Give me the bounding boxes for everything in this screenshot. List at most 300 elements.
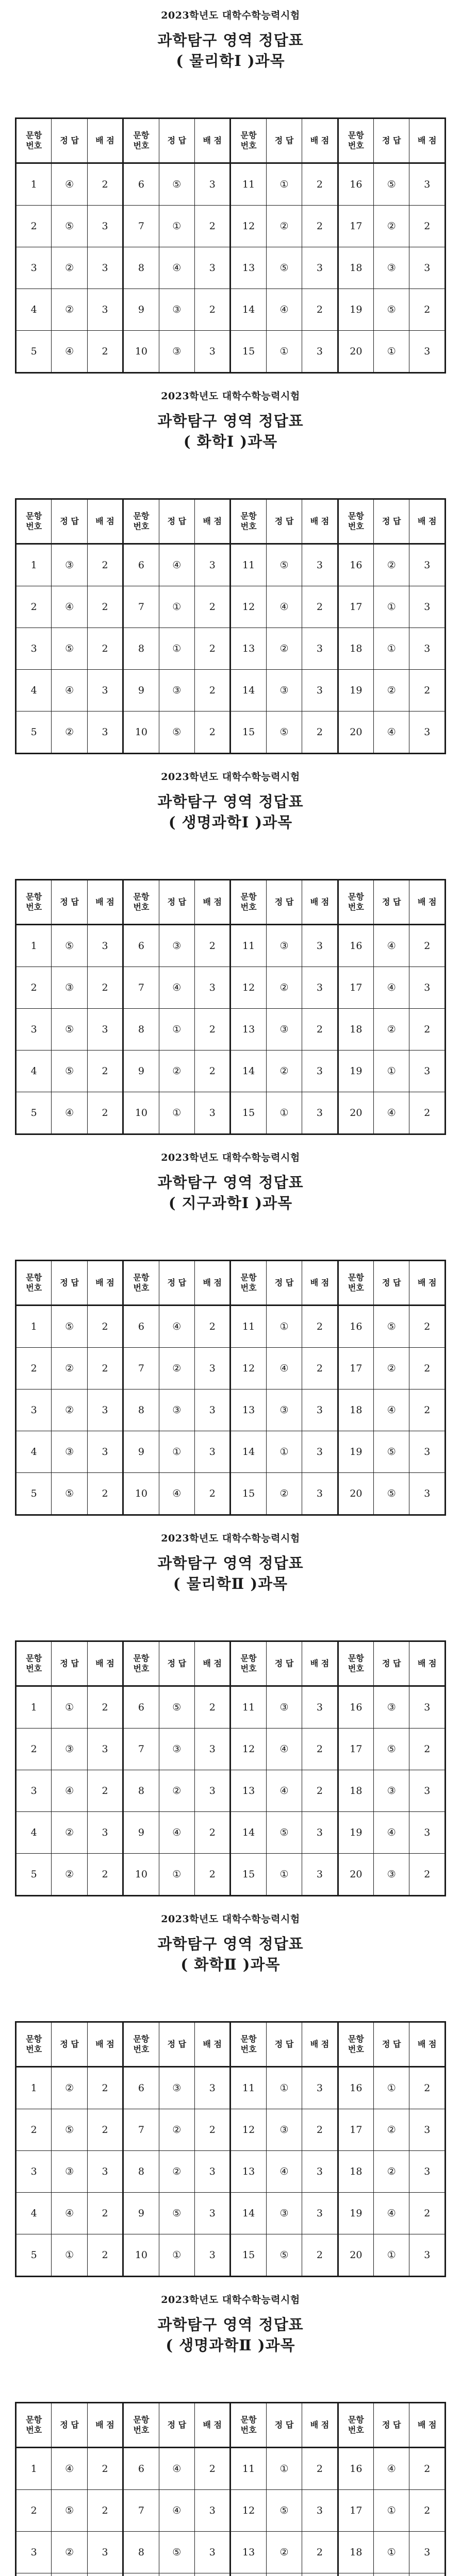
subject-header (0, 1531, 461, 1594)
question-number: 1 (16, 163, 52, 206)
header-score: 배 점 (195, 880, 230, 925)
table-header-row (16, 118, 446, 163)
question-number: 13 (230, 247, 266, 289)
score-value: 2 (409, 2193, 446, 2234)
question-number: 7 (123, 1348, 159, 1389)
score-value: 3 (195, 967, 230, 1009)
question-number: 17 (338, 967, 373, 1009)
answer-mark: ① (266, 1306, 302, 1348)
question-number: 8 (123, 247, 159, 289)
score-value: 3 (87, 2532, 123, 2573)
score-value: 2 (302, 2234, 338, 2277)
score-value: 2 (409, 670, 446, 711)
table-row (16, 1092, 446, 1134)
question-number: 5 (16, 331, 52, 373)
answer-mark: ⑤ (266, 2490, 302, 2532)
subject-header (0, 1912, 461, 1975)
question-number: 2 (16, 1728, 52, 1770)
header-question-no: 문항 번호 (338, 1261, 373, 1306)
score-value: 2 (195, 1050, 230, 1092)
score-value: 2 (87, 1770, 123, 1812)
answer-mark (52, 2573, 87, 2576)
header-score: 배 점 (87, 118, 123, 163)
answer-mark: ⑤ (52, 1009, 87, 1050)
score-value: 2 (409, 1854, 446, 1896)
table-row (16, 1812, 446, 1854)
score-value: 3 (302, 1473, 338, 1515)
question-number: 13 (230, 1770, 266, 1812)
answer-mark: ⑤ (266, 544, 302, 586)
answer-mark: ④ (52, 2448, 87, 2490)
score-value: 2 (409, 925, 446, 967)
subject-title: ( 물리학Ⅰ )과목 (176, 52, 285, 70)
header-question-no: 문항 번호 (16, 499, 52, 544)
header-answer: 정 답 (52, 880, 87, 925)
question-number: 18 (338, 1770, 373, 1812)
score-value: 2 (87, 1348, 123, 1389)
question-number: 11 (230, 925, 266, 967)
score-value: 2 (409, 1348, 446, 1389)
header-score: 배 점 (409, 499, 446, 544)
header-score: 배 점 (302, 1261, 338, 1306)
header-score: 배 점 (409, 118, 446, 163)
answer-mark: ④ (159, 2490, 194, 2532)
header-question-no: 문항 번호 (16, 1641, 52, 1686)
answer-mark: ③ (266, 1009, 302, 1050)
answer-mark: ② (374, 544, 409, 586)
score-value: 3 (409, 711, 446, 754)
answer-mark: ② (52, 2532, 87, 2573)
question-number: 11 (230, 163, 266, 206)
question-number: 7 (123, 586, 159, 628)
question-number: 5 (16, 711, 52, 754)
question-number: 10 (123, 2234, 159, 2277)
score-value: 3 (409, 2151, 446, 2193)
answer-mark: ① (266, 163, 302, 206)
header-answer: 정 답 (159, 2403, 194, 2448)
question-number: 10 (123, 711, 159, 754)
question-number: 18 (338, 2532, 373, 2573)
header-score: 배 점 (195, 118, 230, 163)
answer-mark: ⑤ (374, 163, 409, 206)
question-number: 8 (123, 2532, 159, 2573)
score-value: 3 (195, 2532, 230, 2573)
answer-mark: ① (374, 2067, 409, 2109)
table-row (16, 2532, 446, 2573)
header-question-no: 문항 번호 (16, 118, 52, 163)
answer-mark: ② (266, 628, 302, 670)
answer-mark: ③ (52, 2151, 87, 2193)
question-number: 14 (230, 2193, 266, 2234)
header-question-no: 문항 번호 (123, 499, 159, 544)
answer-mark: ③ (266, 670, 302, 711)
answer-table (15, 2021, 446, 2277)
question-number: 9 (123, 1050, 159, 1092)
answer-mark: ④ (374, 1812, 409, 1854)
question-number: 2 (16, 1348, 52, 1389)
score-value: 3 (409, 544, 446, 586)
question-number: 3 (16, 1389, 52, 1431)
score-value: 2 (302, 2109, 338, 2151)
score-value: 3 (195, 1092, 230, 1134)
answer-mark: ⑤ (159, 2193, 194, 2234)
score-value: 2 (302, 711, 338, 754)
question-number: 3 (16, 2151, 52, 2193)
score-value: 3 (195, 1431, 230, 1473)
score-value: 3 (409, 247, 446, 289)
answer-mark: ④ (374, 967, 409, 1009)
header-score: 배 점 (87, 1261, 123, 1306)
header-answer: 정 답 (52, 2022, 87, 2067)
subject-title: ( 화학Ⅰ )과목 (183, 433, 278, 450)
answer-mark: ④ (52, 331, 87, 373)
answer-mark: ② (159, 2109, 194, 2151)
score-value: 3 (87, 1728, 123, 1770)
question-number: 19 (338, 289, 373, 331)
score-value (302, 2573, 338, 2576)
question-number: 12 (230, 2109, 266, 2151)
question-number: 4 (16, 2193, 52, 2234)
question-number: 10 (123, 1092, 159, 1134)
score-value: 3 (302, 1812, 338, 1854)
answer-mark: ⑤ (374, 1473, 409, 1515)
answer-table (15, 117, 446, 374)
header-score: 배 점 (87, 1641, 123, 1686)
header-answer: 정 답 (159, 118, 194, 163)
score-value: 2 (195, 2448, 230, 2490)
answer-mark: ⑤ (52, 206, 87, 247)
score-value: 2 (87, 2448, 123, 2490)
question-number: 20 (338, 1092, 373, 1134)
answer-mark: ④ (159, 2448, 194, 2490)
question-number: 9 (123, 289, 159, 331)
question-number: 15 (230, 1092, 266, 1134)
question-number: 14 (230, 289, 266, 331)
header-score: 배 점 (302, 499, 338, 544)
answer-mark: ① (159, 586, 194, 628)
question-number (338, 2573, 373, 2576)
answer-mark: ③ (52, 544, 87, 586)
answer-mark: ② (374, 206, 409, 247)
score-value: 3 (302, 2151, 338, 2193)
answer-mark: ④ (266, 1348, 302, 1389)
score-value: 2 (87, 2490, 123, 2532)
subject-title: ( 생명과학Ⅰ )과목 (168, 814, 293, 831)
table-row (16, 1854, 446, 1896)
score-value: 2 (87, 1686, 123, 1728)
answer-mark: ⑤ (159, 1686, 194, 1728)
score-value: 3 (87, 1431, 123, 1473)
question-number: 17 (338, 206, 373, 247)
subject-block (0, 389, 461, 738)
answer-mark: ① (266, 2067, 302, 2109)
table-row (16, 544, 446, 586)
answer-mark: ① (374, 2532, 409, 2573)
header-answer: 정 답 (374, 880, 409, 925)
table-header-row (16, 499, 446, 544)
answer-mark: ① (159, 206, 194, 247)
section-title: 과학탐구 영역 정답표 (157, 793, 304, 810)
score-value: 3 (302, 1050, 338, 1092)
table-row (16, 2109, 446, 2151)
table-row (16, 628, 446, 670)
answer-mark: ② (374, 2109, 409, 2151)
score-value: 3 (302, 1092, 338, 1134)
answer-mark: ③ (374, 1854, 409, 1896)
exam-name: 2023학년도 대학수학능력시험 (161, 1913, 300, 1925)
score-value: 2 (87, 2234, 123, 2277)
answer-mark: ① (266, 2448, 302, 2490)
score-value: 3 (302, 1854, 338, 1896)
question-number: 19 (338, 2193, 373, 2234)
score-value: 3 (302, 967, 338, 1009)
subject-title: ( 지구과학Ⅰ )과목 (168, 1194, 293, 1212)
question-number: 15 (230, 331, 266, 373)
score-value: 3 (87, 925, 123, 967)
header-question-no: 문항 번호 (123, 2022, 159, 2067)
answer-mark: ② (52, 1854, 87, 1896)
header-question-no: 문항 번호 (338, 118, 373, 163)
subject-title: ( 생명과학Ⅱ )과목 (166, 2336, 295, 2354)
question-number: 19 (338, 670, 373, 711)
score-value: 2 (409, 1092, 446, 1134)
answer-mark: ③ (266, 2109, 302, 2151)
subject-block (0, 2293, 461, 2558)
table-row (16, 1009, 446, 1050)
question-number: 9 (123, 670, 159, 711)
score-value: 3 (409, 1431, 446, 1473)
answer-mark: ④ (374, 2193, 409, 2234)
question-number: 3 (16, 628, 52, 670)
score-value: 3 (195, 2067, 230, 2109)
answer-mark: ① (52, 1686, 87, 1728)
question-number: 7 (123, 2109, 159, 2151)
score-value: 2 (302, 289, 338, 331)
header-question-no: 문항 번호 (338, 1641, 373, 1686)
question-number: 18 (338, 247, 373, 289)
answer-mark: ① (266, 1854, 302, 1896)
answer-mark: ① (374, 331, 409, 373)
score-value: 2 (302, 1348, 338, 1389)
question-number: 4 (16, 289, 52, 331)
score-value: 3 (195, 2490, 230, 2532)
header-answer: 정 답 (266, 1261, 302, 1306)
question-number: 6 (123, 1686, 159, 1728)
answer-mark: ④ (266, 2151, 302, 2193)
answer-mark: ⑤ (159, 163, 194, 206)
subject-title: ( 화학Ⅱ )과목 (180, 1956, 281, 1973)
question-number: 8 (123, 628, 159, 670)
question-number (230, 2573, 266, 2576)
answer-mark: ② (266, 1050, 302, 1092)
header-question-no: 문항 번호 (123, 118, 159, 163)
answer-mark: ④ (159, 967, 194, 1009)
question-number: 10 (123, 1854, 159, 1896)
answer-mark: ⑤ (159, 711, 194, 754)
question-number: 4 (16, 1431, 52, 1473)
question-number: 12 (230, 967, 266, 1009)
question-number: 15 (230, 1854, 266, 1896)
question-number: 7 (123, 2490, 159, 2532)
score-value: 3 (87, 247, 123, 289)
answer-mark: ⑤ (266, 711, 302, 754)
subject-block (0, 8, 461, 357)
answer-mark: ③ (159, 1728, 194, 1770)
answer-table (15, 879, 446, 1135)
question-number: 15 (230, 1473, 266, 1515)
header-answer: 정 답 (159, 1261, 194, 1306)
score-value: 3 (302, 628, 338, 670)
score-value: 3 (409, 163, 446, 206)
header-answer: 정 답 (266, 499, 302, 544)
header-score: 배 점 (195, 1641, 230, 1686)
score-value: 2 (409, 1306, 446, 1348)
score-value: 2 (87, 331, 123, 373)
answer-mark: ③ (266, 1686, 302, 1728)
question-number: 13 (230, 2532, 266, 2573)
question-number: 3 (16, 1009, 52, 1050)
header-score: 배 점 (409, 2022, 446, 2067)
answer-mark: ② (266, 2532, 302, 2573)
subject-header (0, 8, 461, 71)
question-number: 7 (123, 967, 159, 1009)
question-number: 2 (16, 206, 52, 247)
answer-mark: ⑤ (266, 2234, 302, 2277)
answer-mark: ② (52, 1812, 87, 1854)
table-row (16, 206, 446, 247)
header-answer: 정 답 (266, 118, 302, 163)
question-number: 13 (230, 628, 266, 670)
header-answer: 정 답 (159, 499, 194, 544)
question-number: 6 (123, 2448, 159, 2490)
score-value (195, 2573, 230, 2576)
score-value: 3 (87, 1389, 123, 1431)
score-value: 2 (87, 1854, 123, 1896)
question-number: 4 (16, 1050, 52, 1092)
answer-mark: ⑤ (52, 628, 87, 670)
score-value: 2 (409, 289, 446, 331)
table-row (16, 1389, 446, 1431)
score-value: 2 (302, 1770, 338, 1812)
answer-mark: ④ (52, 163, 87, 206)
question-number: 1 (16, 544, 52, 586)
question-number: 10 (123, 1473, 159, 1515)
question-number: 7 (123, 1728, 159, 1770)
table-row (16, 925, 446, 967)
score-value: 2 (195, 925, 230, 967)
question-number: 6 (123, 1306, 159, 1348)
section-title: 과학탐구 영역 정답표 (157, 1935, 304, 1953)
score-value: 3 (195, 1348, 230, 1389)
answer-mark: ③ (266, 2193, 302, 2234)
header-answer: 정 답 (266, 2403, 302, 2448)
score-value: 2 (409, 206, 446, 247)
question-number: 16 (338, 2067, 373, 2109)
header-score: 배 점 (302, 2022, 338, 2067)
table-header-row (16, 1261, 446, 1306)
answer-mark: ① (374, 628, 409, 670)
header-answer: 정 답 (52, 1641, 87, 1686)
question-number: 4 (16, 1812, 52, 1854)
question-number: 11 (230, 1306, 266, 1348)
header-question-no: 문항 번호 (338, 2403, 373, 2448)
score-value: 3 (409, 1770, 446, 1812)
question-number: 20 (338, 1854, 373, 1896)
score-value: 2 (87, 967, 123, 1009)
answer-mark: ① (374, 2490, 409, 2532)
score-value: 3 (195, 163, 230, 206)
header-score: 배 점 (409, 2403, 446, 2448)
table-row (16, 2573, 446, 2576)
answer-mark: ③ (374, 247, 409, 289)
table-row (16, 1050, 446, 1092)
score-value: 3 (409, 2234, 446, 2277)
question-number: 1 (16, 1686, 52, 1728)
section-title: 과학탐구 영역 정답표 (157, 31, 304, 49)
header-answer: 정 답 (52, 1261, 87, 1306)
header-score: 배 점 (195, 2403, 230, 2448)
score-value: 2 (302, 1728, 338, 1770)
exam-name: 2023학년도 대학수학능력시험 (161, 1152, 300, 1163)
score-value: 3 (87, 2151, 123, 2193)
answer-mark: ⑤ (374, 1728, 409, 1770)
table-row (16, 1306, 446, 1348)
answer-mark: ③ (52, 1728, 87, 1770)
answer-mark: ③ (159, 1389, 194, 1431)
score-value: 3 (195, 2193, 230, 2234)
header-answer: 정 답 (266, 1641, 302, 1686)
answer-mark: ② (52, 1348, 87, 1389)
answer-mark: ① (374, 1050, 409, 1092)
score-value: 2 (87, 163, 123, 206)
answer-mark: ① (159, 1431, 194, 1473)
answer-mark: ① (266, 331, 302, 373)
answer-mark: ⑤ (266, 247, 302, 289)
score-value: 2 (195, 1854, 230, 1896)
question-number: 8 (123, 1770, 159, 1812)
table-row (16, 1728, 446, 1770)
header-question-no: 문항 번호 (123, 1641, 159, 1686)
answer-mark: ② (52, 247, 87, 289)
table-header-row (16, 880, 446, 925)
question-number: 10 (123, 331, 159, 373)
question-number: 5 (16, 1092, 52, 1134)
score-value: 3 (409, 1473, 446, 1515)
answer-mark: ③ (159, 289, 194, 331)
answer-mark: ① (159, 2234, 194, 2277)
subject-block (0, 770, 461, 1118)
answer-mark: ② (159, 1770, 194, 1812)
header-score: 배 점 (87, 2022, 123, 2067)
header-score: 배 점 (87, 2403, 123, 2448)
question-number: 16 (338, 2448, 373, 2490)
score-value: 3 (409, 1050, 446, 1092)
header-question-no: 문항 번호 (338, 880, 373, 925)
exam-name: 2023학년도 대학수학능력시험 (161, 10, 300, 21)
question-number: 16 (338, 1306, 373, 1348)
question-number: 12 (230, 206, 266, 247)
score-value: 3 (302, 1686, 338, 1728)
answer-mark: ③ (159, 670, 194, 711)
question-number: 3 (16, 247, 52, 289)
question-number: 13 (230, 2151, 266, 2193)
table-row (16, 1348, 446, 1389)
answer-mark: ⑤ (52, 1306, 87, 1348)
score-value: 2 (87, 1092, 123, 1134)
score-value: 3 (302, 2490, 338, 2532)
answer-mark: ④ (374, 2448, 409, 2490)
subject-header (0, 770, 461, 833)
